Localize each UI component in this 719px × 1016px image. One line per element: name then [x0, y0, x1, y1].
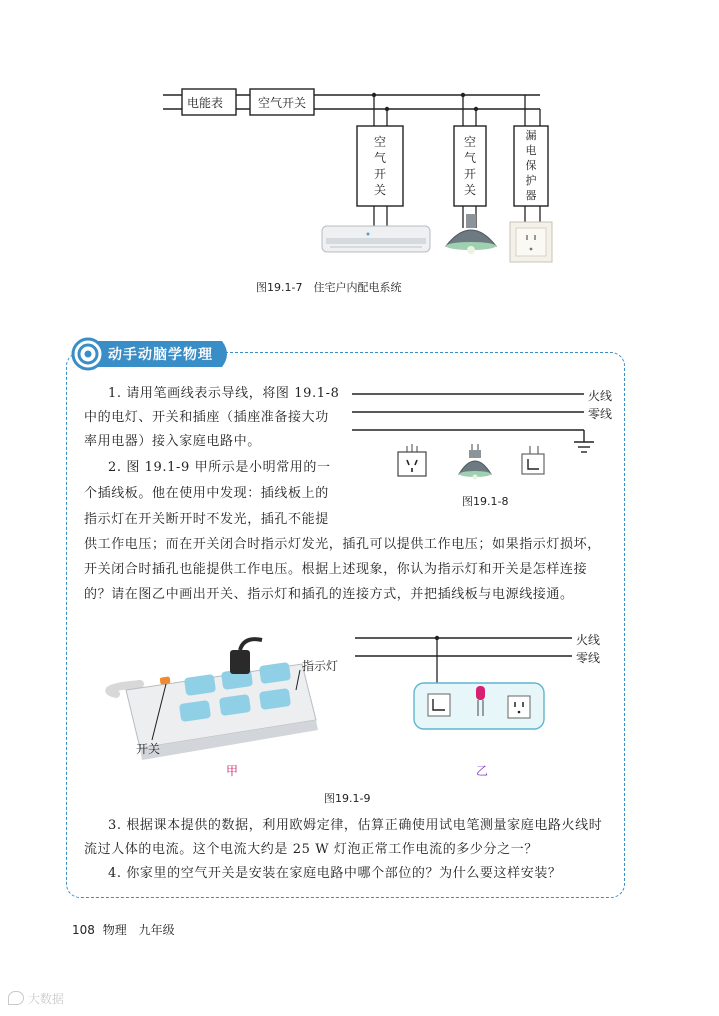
fig-19-1-7-caption: 图19.1-7 住宅户内配电系统 [256, 281, 402, 294]
main-switch-label: 空气开关 [258, 96, 307, 110]
q2-line3: 指示灯在开关断开时不发光，插孔不能提 [84, 512, 329, 527]
q4-line1: 4. 你家里的空气开关是安装在家庭电路中哪个部位的？为什么要这样安装？ [108, 866, 562, 881]
watermark [8, 990, 64, 1007]
fig9-neutral-label: 零线 [576, 651, 601, 665]
fig9-label-a: 甲 [226, 764, 239, 778]
fig9-label-b: 乙 [476, 764, 489, 778]
watermark-logo-icon [8, 991, 24, 1005]
fig-19-1-9-caption: 图19.1-9 [324, 792, 371, 805]
branch1-label: 空气开关 [373, 135, 386, 197]
socket-icon [508, 696, 530, 718]
grade-label: 九年级 [138, 923, 175, 937]
q2-line4: 供工作电压；而在开关闭合时指示灯发光，插孔可以提供工作电压；如果指示灯损坏， [84, 537, 601, 552]
branch2-label: 空气开关 [463, 135, 476, 197]
meter-label: 电能表 [187, 96, 224, 110]
branch3-label: 漏电保护器 [525, 129, 537, 202]
page-number: 108 [72, 923, 95, 937]
q2-line6: 的？请在图乙中画出开关、指示灯和插孔的连接方式，并把插线板与电源线接通。 [84, 587, 574, 602]
fig9-switch-label: 开关 [136, 742, 161, 756]
q1-line2: 中的电灯、开关和插座（插座准备接大功 [84, 410, 329, 425]
switch-icon [428, 694, 450, 716]
page-footer [72, 921, 175, 938]
q1-line1: 1. 请用笔画线表示导线，将图 19.1-8 [108, 386, 340, 401]
q2-line5: 开关闭合时插孔也能提供工作电压。根据上述现象，你认为指示灯和开关是怎样连接 [84, 562, 588, 577]
q2-line1: 2. 图 19.1-9 甲所示是小明常用的一 [108, 460, 331, 475]
fig9-live-label: 火线 [576, 633, 601, 647]
q1-line3: 率用电器）接入家庭电路中。 [84, 434, 261, 449]
fig8-live-label: 火线 [588, 389, 613, 403]
q3-line1: 3. 根据课本提供的数据，利用欧姆定律，估算正确使用试电笔测量家庭电路火线时 [108, 818, 603, 833]
q3-line2: 流过人体的电流。这个电流大约是 25 W 灯泡正常工作电流的多少分之一？ [84, 842, 538, 857]
q2-line2: 个插线板。他在使用中发现：插线板上的 [84, 486, 329, 501]
fig-19-1-8-caption: 图19.1-8 [462, 495, 509, 508]
subject-label: 物理 [102, 923, 127, 937]
watermark-text: 大数据 [27, 992, 64, 1006]
section-title: 动手动脑学物理 [108, 347, 213, 363]
fig8-neutral-label: 零线 [588, 407, 613, 421]
fig9-indicator-label: 指示灯 [302, 659, 339, 673]
